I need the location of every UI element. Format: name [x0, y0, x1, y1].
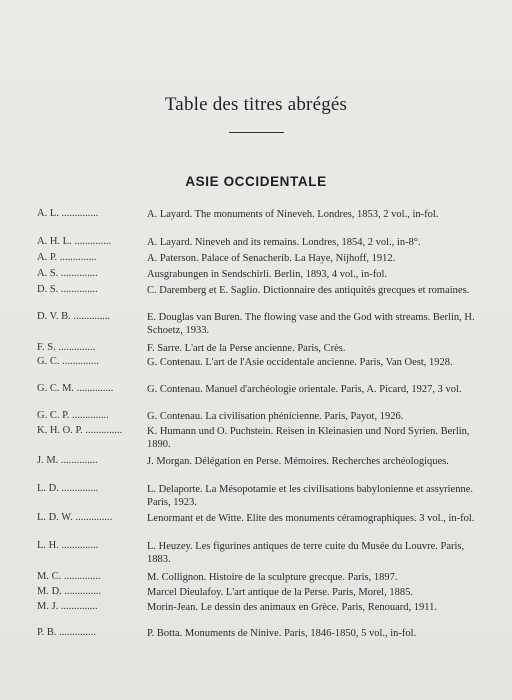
entry-abbreviation: G. C. M. ..............	[37, 383, 114, 394]
entry-reference: L. Delaporte. La Mésopotamie et les civilisations babylonienne et assyrienne. Paris, 1923.	[147, 484, 473, 508]
entry-reference: J. Morgan. Délégation en Perse. Mémoires. Recherches archéologiques.	[147, 456, 449, 467]
entry-reference: L. Heuzey. Les figurines antiques de terre cuite du Musée du Louvre. Paris, 1883.	[147, 541, 465, 565]
entry-reference: A. Paterson. Palace of Senacherib. La Haye, Nijhoff, 1912.	[147, 253, 396, 264]
entry-abbreviation: L. D. W. ..............	[37, 512, 113, 523]
entry-abbreviation: A. S. ..............	[37, 268, 98, 279]
entry-abbreviation: M. C. ..............	[37, 571, 101, 582]
entry-abbreviation: L. D. ..............	[37, 483, 99, 494]
entry-abbreviation: M. D. ..............	[37, 586, 102, 597]
entry-abbreviation: P. B. ..............	[37, 627, 96, 638]
section-heading: ASIE OCCIDENTALE	[185, 174, 327, 189]
entry-reference: Morin-Jean. Le dessin des animaux en Grèce. Paris, Renouard, 1911.	[147, 602, 438, 613]
entry-reference: Lenormant et de Witte. Elite des monuments céramographiques. 3 vol., in-fol.	[147, 513, 475, 524]
entry-abbreviation: F. S. ..............	[37, 342, 96, 353]
entry-reference: G. Contenau. La civilisation phénicienne. Paris, Payot, 1926.	[147, 411, 404, 422]
entry-abbreviation: A. P. ..............	[37, 252, 97, 263]
entry-abbreviation: J. M. ..............	[37, 455, 98, 466]
entry-reference: Marcel Dieulafoy. L'art antique de la Perse. Paris, Morel, 1885.	[147, 587, 413, 598]
entry-reference: C. Daremberg et E. Saglio. Dictionnaire des antiquités grecques et romaines.	[147, 285, 470, 296]
entry-reference: M. Collignon. Histoire de la sculpture grecque. Paris, 1897.	[147, 572, 398, 583]
entry-abbreviation: K. H. O. P. ..............	[37, 425, 123, 436]
entry-reference: G. Contenau. L'art de l'Asie occidentale ancienne. Paris, Van Oest, 1928.	[147, 357, 453, 368]
entry-abbreviation: M. J. ..............	[37, 601, 98, 612]
entry-abbreviation: L. H. ..............	[37, 540, 99, 551]
page-title: Table des titres abrégés	[164, 94, 348, 115]
entry-reference: Ausgrabungen in Sendschirli. Berlin, 1893, 4 vol., in-fol.	[147, 269, 388, 280]
entry-reference: F. Sarre. L'art de la Perse ancienne. Paris, Crès.	[147, 343, 346, 354]
entry-reference: K. Humann und O. Puchstein. Reisen in Kleinasien und Nord Syrien. Berlin, 1890.	[147, 426, 470, 450]
entry-reference: G. Contenau. Manuel d'archéologie orientale. Paris, A. Picard, 1927, 3 vol.	[147, 384, 462, 395]
entry-abbreviation: G. C. ..............	[37, 356, 99, 367]
entry-reference: P. Botta. Monuments de Ninive. Paris, 1846-1850, 5 vol., in-fol.	[147, 628, 417, 639]
entry-abbreviation: A. H. L. ..............	[37, 236, 112, 247]
entry-abbreviation: D. V. B. ..............	[37, 311, 111, 322]
entry-abbreviation: D. S. ..............	[37, 284, 98, 295]
entry-reference: A. Layard. Nineveh and its remains. Londres, 1854, 2 vol., in-8°.	[147, 237, 421, 248]
entry-reference: A. Layard. The monuments of Nineveh. Londres, 1853, 2 vol., in-fol.	[147, 209, 439, 220]
entry-reference: E. Douglas van Buren. The flowing vase and the God with streams. Berlin, H. Schoetz, 1933.	[147, 312, 475, 336]
entry-abbreviation: G. C. P. ..............	[37, 410, 109, 421]
entry-abbreviation: A. L. ..............	[37, 208, 99, 219]
